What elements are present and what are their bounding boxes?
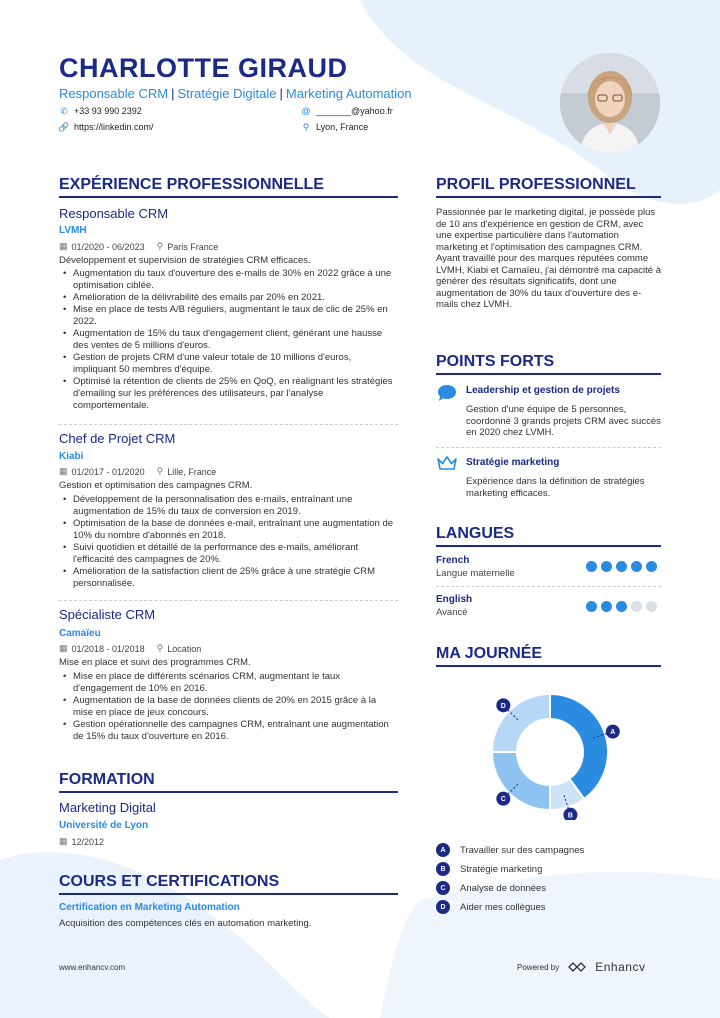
crown-icon (437, 456, 457, 470)
job-bullet: • Augmentation de 15% du taux d'engagement client, générant une hausse des ventes de 5 millions d'euros. (59, 328, 395, 352)
job-divider (59, 600, 398, 601)
section-title-courses: COURS ET CERTIFICATIONS (59, 873, 280, 890)
calendar-icon: ▦ (59, 241, 68, 251)
email-text[interactable]: _______@yahoo.fr (316, 106, 393, 116)
school-name: Université de Lyon (59, 820, 149, 831)
job-bullet: • Amélioration de la délivrabilité des emails par 20% en 2021. (59, 292, 395, 304)
rating-dot (646, 601, 657, 612)
strength-title: Stratégie marketing (466, 457, 560, 468)
job-title: Spécialiste CRM (59, 607, 156, 622)
job-bullet: • Mise en place de tests A/B réguliers, augmentant le taux de clic de 25% en 2022. (59, 304, 395, 328)
section-title-profile: PROFIL PROFESSIONNEL (436, 176, 636, 193)
donut-label-text: B (567, 812, 573, 820)
job-title: Responsable CRM (59, 206, 169, 221)
brand-name: Enhancv (595, 960, 646, 974)
at-icon: @ (301, 106, 311, 116)
section-title-experience: EXPÉRIENCE PROFESSIONNELLE (59, 176, 324, 193)
calendar-icon: ▦ (59, 836, 68, 846)
profile-text: Passionnée par le marketing digital, je possède plus de 10 ans d'expérience en gestion de CRM, avec une expertise particulière dans l'automation marketing et l'optimisation des campagnes CRM. Ayant travaillé pour des marques réputées comme LVMH, Kiabi et Camaïeu, j'ai démontré ma capacité à générer des résultats significatifs, dont une augmentation de 30% du taux d'ouverture des e-mails chez LVMH. (436, 207, 661, 310)
donut-label-text: D (500, 702, 506, 710)
candidate-name: CHARLOTTE GIRAUD (59, 53, 348, 83)
job-bullets (59, 268, 395, 412)
job-dates: 01/2017 - 01/2020 (71, 466, 145, 477)
job-bullet: • Suivi quotidien et détaillé de la performance des e-mails, améliorant l'efficacité des campagnes de 20%. (59, 542, 395, 566)
linkedin-text[interactable]: https://linkedin.com/ (74, 122, 154, 132)
legend-label: Stratégie marketing (460, 863, 543, 875)
strength-text: Expérience dans la définition de stratégies marketing efficaces. (466, 476, 645, 499)
job-bullets (59, 494, 395, 590)
section-divider (59, 791, 398, 793)
language-divider (436, 586, 661, 587)
link-icon: 🔗 (58, 121, 70, 132)
job-summary: Développement et supervision de stratégies CRM efficaces. (59, 255, 311, 266)
legend-item (436, 862, 542, 876)
job-bullet: • Gestion de projets CRM d'une valeur totale de 10 millions d'euros, impliquant 50 membres d'équipe. (59, 352, 395, 376)
donut-label-text: A (610, 729, 616, 737)
job-location: Paris France (167, 241, 219, 252)
job-bullet: • Optimisé la rétention de clients de 25% en QoQ, en réalignant les stratégies d'emailing sur les préférences des utilisateurs, par l'analyse comportementale. (59, 376, 395, 412)
strength-title: Leadership et gestion de projets (466, 385, 620, 396)
rating-dot (586, 561, 597, 572)
footer-branding (517, 960, 645, 974)
location-pin-icon: ⚲ (156, 643, 164, 653)
job-title: Chef de Projet CRM (59, 431, 176, 446)
legend-label: Analyse de données (460, 882, 547, 894)
rating-dot (631, 561, 642, 572)
language-rating (586, 561, 657, 572)
job-bullet: • Développement de la personnalisation des e-mails, entraînant une augmentation de 15% du taux de conversion en 2019. (59, 494, 395, 518)
legend-label: Travailler sur des campagnes (460, 844, 585, 856)
profile-photo (560, 53, 660, 153)
job-dates: 01/2020 - 06/2023 (71, 241, 145, 252)
course-description: Acquisition des compétences clés en automation marketing. (59, 918, 312, 929)
section-divider (59, 893, 398, 895)
phone-icon: ✆ (60, 105, 68, 116)
legend-item (436, 843, 584, 857)
rating-dot (586, 601, 597, 612)
rating-dot (631, 601, 642, 612)
legend-key: A (436, 843, 450, 857)
legend-item (436, 881, 546, 895)
job-location: Lille, France (167, 466, 217, 477)
phone-text: +33 93 990 2392 (74, 106, 142, 116)
job-bullet: • Gestion opérationnelle des campagnes CRM, entraînant une augmentation de 15% du taux d'ouverture en 2016. (59, 719, 395, 743)
degree-title: Marketing Digital (59, 800, 156, 815)
job-bullet: • Augmentation de la base de données clients de 20% en 2015 grâce à la mise en place de jeux concours. (59, 695, 395, 719)
job-bullet: • Augmentation du taux d'ouverture des e-mails de 30% en 2022 grâce à une optimisation ciblée. (59, 268, 395, 292)
section-title-education: FORMATION (59, 771, 155, 788)
section-divider (436, 665, 661, 667)
job-dates: 01/2018 - 01/2018 (71, 643, 145, 654)
language-level: Avancé (436, 607, 468, 618)
donut-label-text: C (500, 796, 506, 804)
language-name: English (436, 594, 473, 605)
job-bullet: • Optimisation de la base de données e-mail, entraînant une augmentation de 10% du nombre d'abonnés en 2018. (59, 518, 395, 542)
headline-part: Marketing Automation (285, 86, 412, 101)
legend-item (436, 900, 546, 914)
job-bullet: • Amélioration de la satisfaction client de 25% grâce à une stratégie CRM personnalisée. (59, 566, 395, 590)
headline-separator: | (279, 86, 283, 101)
rating-dot (601, 561, 612, 572)
job-meta (59, 643, 201, 654)
job-divider (59, 424, 398, 425)
company-name: Kiabi (59, 451, 84, 462)
company-name: LVMH (59, 225, 87, 236)
legend-key: D (436, 900, 450, 914)
rating-dot (616, 561, 627, 572)
rating-dot (601, 601, 612, 612)
section-divider (59, 196, 398, 198)
calendar-icon: ▦ (59, 643, 68, 653)
rating-dot (646, 561, 657, 572)
contact-location (301, 122, 368, 132)
rating-dot (616, 601, 627, 612)
education-date: 12/2012 (71, 836, 105, 847)
section-divider (436, 545, 661, 547)
calendar-icon: ▦ (59, 466, 68, 476)
job-bullets (59, 671, 395, 743)
legend-key: B (436, 862, 450, 876)
location-text: Lyon, France (316, 122, 369, 132)
language-level: Langue maternelle (436, 568, 515, 579)
speech-bubble-icon (437, 384, 457, 402)
contact-linkedin[interactable] (59, 122, 154, 132)
strength-text: Gestion d'une équipe de 5 personnes, coordonné 3 grands projets CRM avec succès en 2020 chez LVMH. (466, 404, 661, 438)
day-donut-chart (470, 690, 630, 820)
section-title-languages: LANGUES (436, 525, 515, 542)
location-pin-icon: ⚲ (302, 121, 310, 132)
job-bullet: • Mise en place de différents scénarios CRM, augmentant le taux d'engagement de 10% en 2016. (59, 671, 395, 695)
job-meta (59, 241, 218, 252)
footer-website[interactable]: www.enhancv.com (59, 963, 126, 972)
legend-key: C (436, 881, 450, 895)
location-pin-icon: ⚲ (156, 466, 164, 476)
education-meta (59, 836, 104, 847)
headline-part: Stratégie Digitale (177, 86, 277, 101)
job-meta (59, 466, 216, 477)
headline-separator: | (171, 86, 175, 101)
job-location: Location (167, 643, 202, 654)
powered-by-text: Powered by (517, 962, 560, 972)
strength-divider (436, 447, 661, 448)
legend-label: Aider mes collègues (460, 901, 546, 913)
course-name: Certification en Marketing Automation (59, 902, 240, 913)
section-title-strengths: POINTS FORTS (436, 353, 555, 370)
person-portrait-icon (560, 53, 660, 153)
section-title-my-day: MA JOURNÉE (436, 645, 543, 662)
language-name: French (436, 555, 470, 566)
headline (59, 86, 412, 101)
enhancv-logo-icon (567, 961, 587, 973)
location-pin-icon: ⚲ (156, 241, 164, 251)
language-rating (586, 601, 657, 612)
section-divider (436, 373, 661, 375)
company-name: Camaïeu (59, 628, 101, 639)
job-summary: Mise en place et suivi des programmes CRM. (59, 657, 251, 668)
job-summary: Gestion et optimisation des campagnes CRM. (59, 480, 253, 491)
section-divider (436, 196, 661, 198)
contact-email[interactable] (301, 106, 393, 116)
contact-phone (59, 106, 142, 116)
headline-part: Responsable CRM (59, 86, 169, 101)
